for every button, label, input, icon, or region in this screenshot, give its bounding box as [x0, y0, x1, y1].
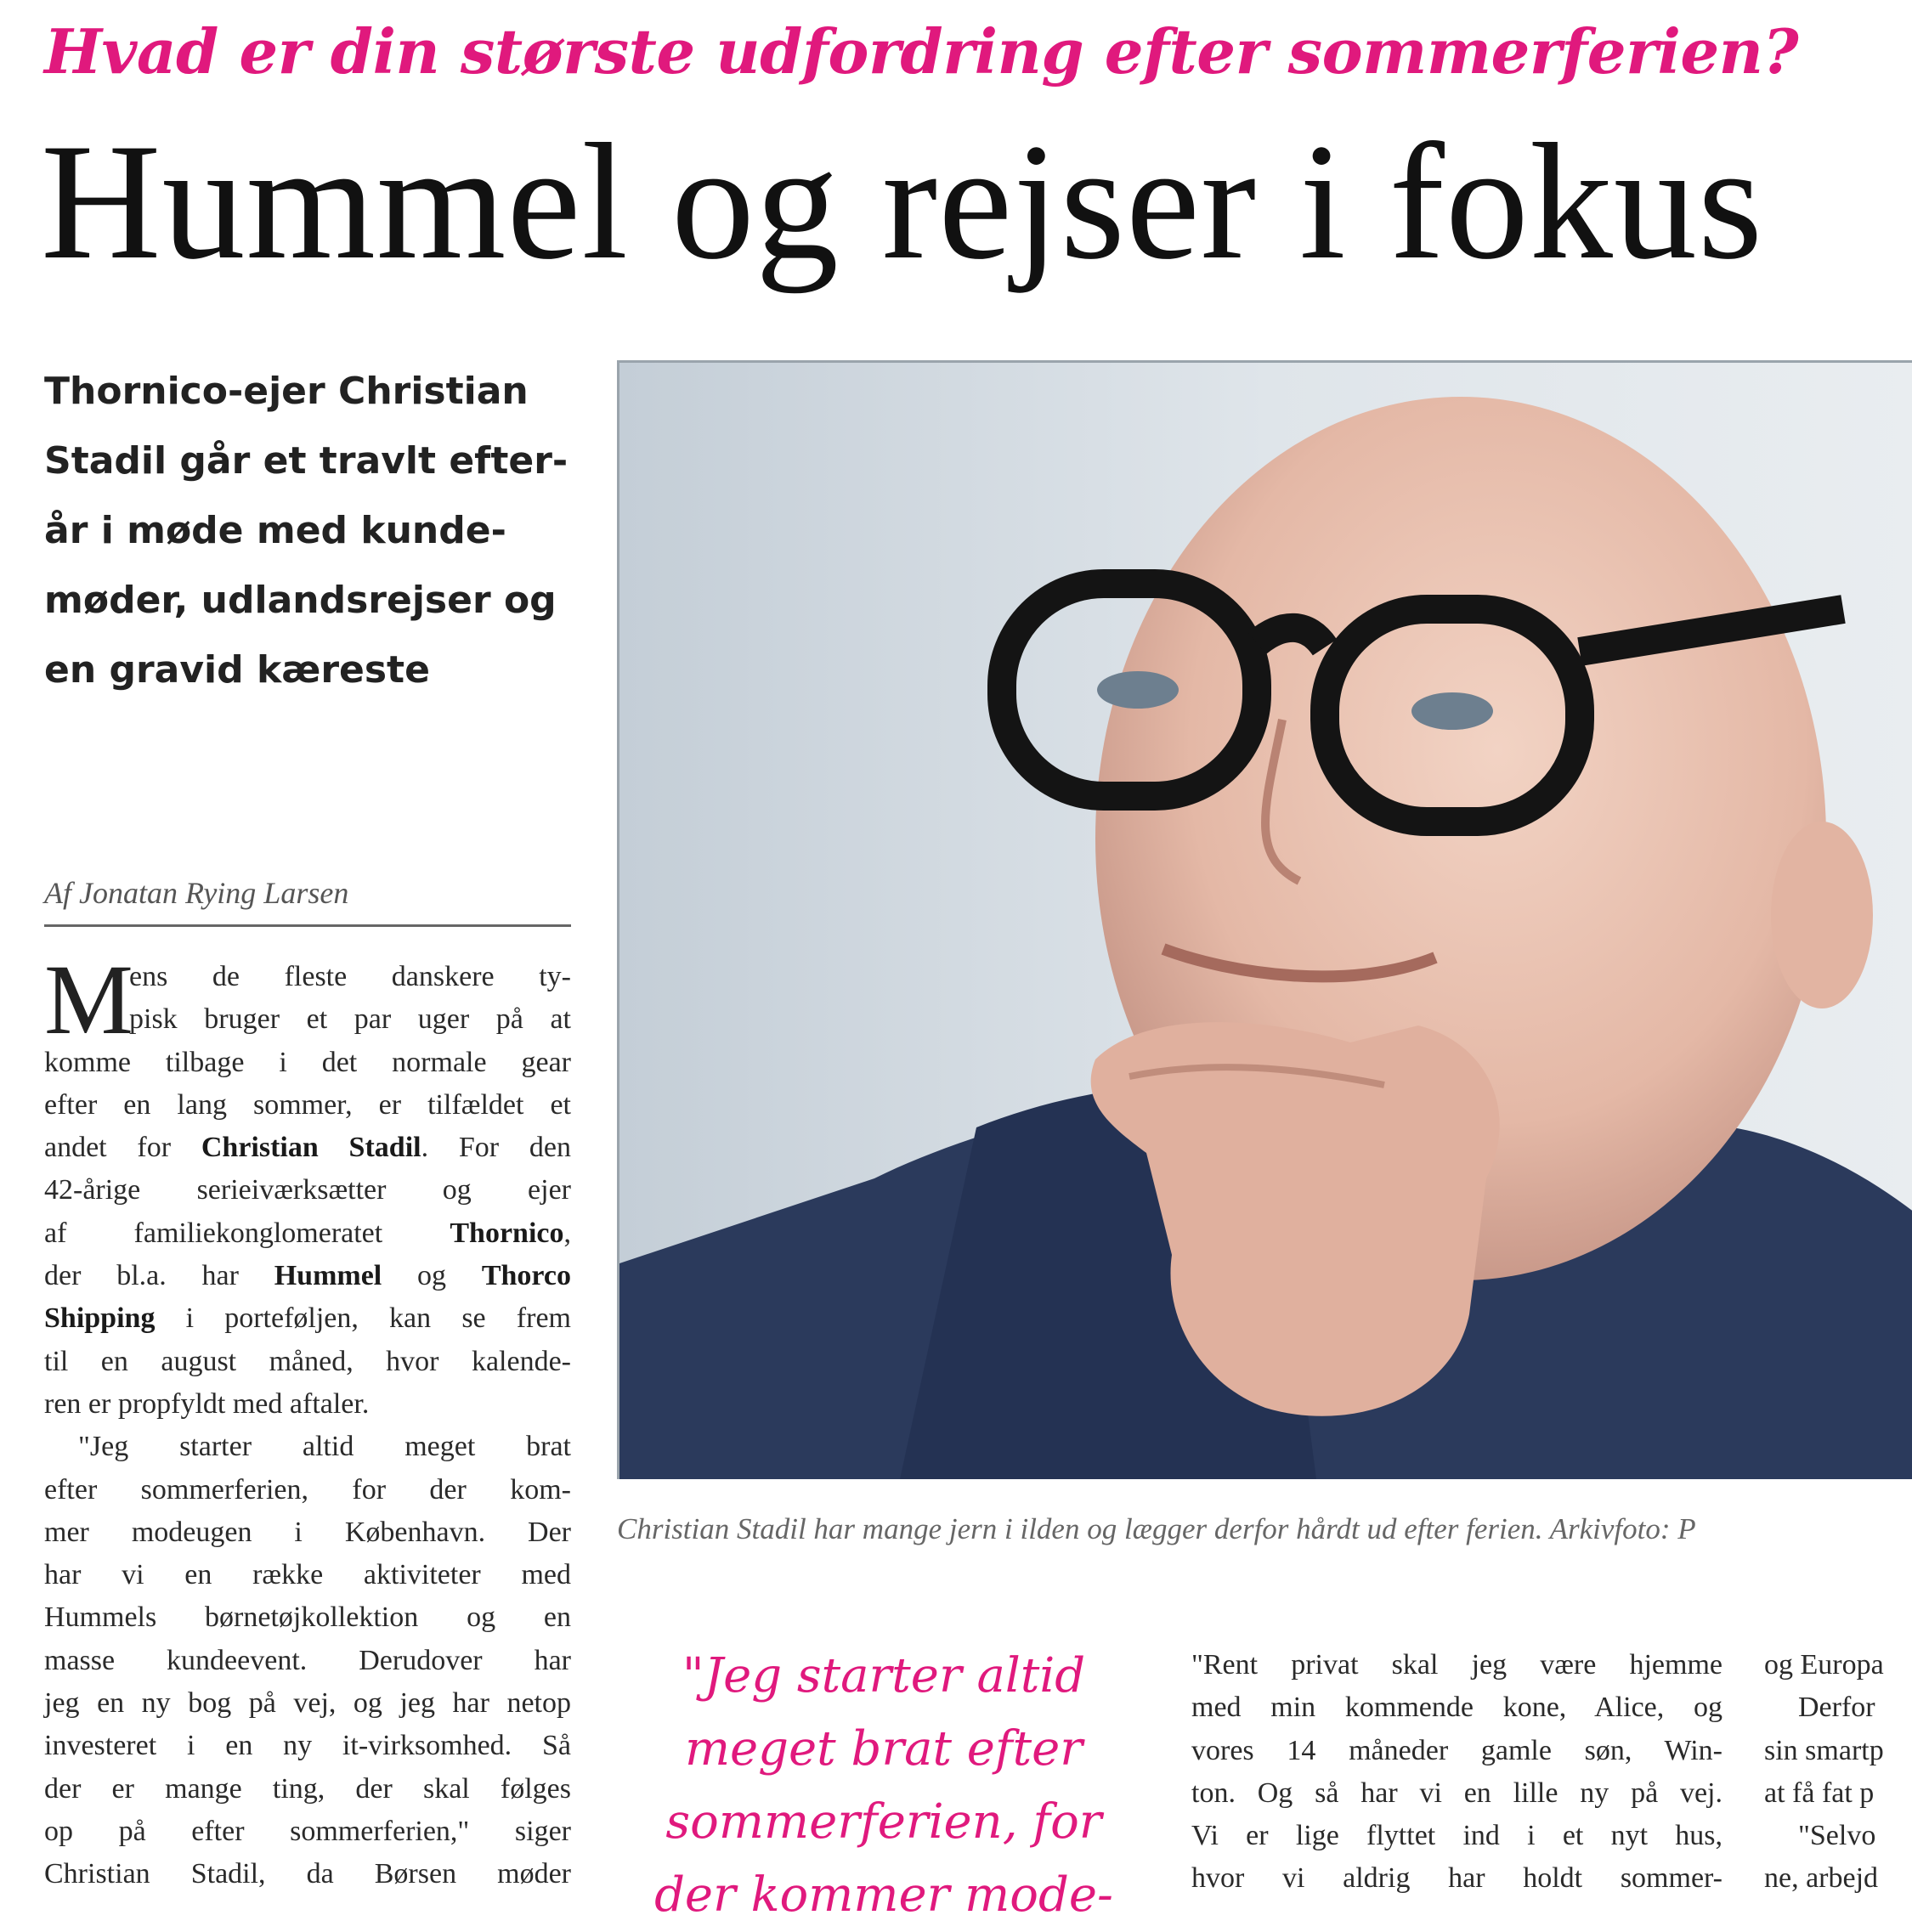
body-line: Shipping i porteføljen, kan se frem: [44, 1302, 571, 1335]
pull-quote-line: meget brat efter: [684, 1721, 1083, 1777]
body-line: med min kommende kone, Alice, og: [1191, 1692, 1722, 1724]
article-body-column-2: [1191, 1644, 1722, 1901]
lead-line: Stadil går et travlt efter-: [44, 439, 569, 483]
body-line: har vi en række aktiviteter med: [44, 1559, 571, 1591]
person-name: Christian Stadil: [201, 1132, 421, 1164]
body-line: der bl.a. har Hummel og Thorco: [44, 1260, 571, 1292]
body-line: til en august måned, hvor kalende-: [44, 1345, 571, 1377]
lead-line: møder, udlandsrejser og: [44, 579, 557, 622]
body-line: Derfor: [1798, 1692, 1875, 1724]
byline-divider: [44, 924, 571, 927]
body-line: ren er propfyldt med aftaler.: [44, 1387, 370, 1420]
body-line: jeg en ny bog på vej, og jeg har netop: [44, 1687, 571, 1720]
body-line: af familiekonglomeratet Thornico,: [44, 1217, 571, 1249]
body-line: der er mange ting, der skal følges: [44, 1772, 571, 1805]
body-line: hvor vi aldrig har holdt sommer-: [1191, 1862, 1722, 1895]
company-name: Hummel: [274, 1260, 382, 1292]
lead-line: en gravid kæreste: [44, 648, 430, 692]
pull-quote-line: sommerferien, for: [665, 1794, 1102, 1850]
body-line: sin smartp: [1764, 1734, 1884, 1766]
company-name: Thornico: [450, 1217, 564, 1249]
body-line: masse kundeevent. Derudover har: [44, 1644, 571, 1676]
body-line: Vi er lige flyttet ind i et nyt hus,: [1191, 1820, 1722, 1852]
body-line: investeret i en ny it-virksomhed. Så: [44, 1730, 571, 1762]
lead-line: år i møde med kunde-: [44, 509, 506, 552]
company-name: Shipping: [44, 1302, 156, 1335]
body-line: at få fat p: [1764, 1777, 1875, 1809]
body-line: vores 14 måneder gamle søn, Win-: [1191, 1734, 1722, 1766]
body-line: ne, arbejd: [1764, 1862, 1879, 1895]
article-headline: Hummel og rejser i fokus: [41, 110, 1764, 294]
body-line: efter en lang sommer, er tilfældet et: [44, 1088, 571, 1121]
article-body-column-3: [1764, 1644, 1912, 1901]
body-line: "Jeg starter altid meget brat: [78, 1431, 571, 1463]
company-name: Thorco: [481, 1260, 571, 1292]
portrait-photo: [617, 360, 1912, 1479]
pull-quote: [646, 1640, 1122, 1932]
body-line: Hummels børnetøjkollektion og en: [44, 1602, 571, 1634]
body-line: op på efter sommerferien," siger: [44, 1815, 571, 1847]
body-line: andet for Christian Stadil. For den: [44, 1132, 571, 1164]
body-line: komme tilbage i det normale gear: [44, 1046, 571, 1078]
body-line: og Europa: [1764, 1649, 1884, 1681]
body-line: "Rent privat skal jeg være hjemme: [1191, 1649, 1722, 1681]
body-line: Christian Stadil, da Børsen møder: [44, 1858, 571, 1890]
photo-caption: Christian Stadil har mange jern i ilden og lægger derfor hårdt ud efter ferien. Arkivfoto: P: [617, 1512, 1696, 1545]
article-lead: [44, 357, 597, 705]
drop-cap: M: [44, 944, 133, 1055]
body-line: 42-årige serieiværksætter og ejer: [44, 1174, 571, 1206]
body-line: pisk bruger et par uger på at: [129, 1003, 571, 1036]
lead-line: Thornico-ejer Christian: [44, 370, 529, 413]
pull-quote-line: der kommer mode-: [654, 1867, 1113, 1923]
byline: Af Jonatan Rying Larsen: [44, 876, 349, 910]
body-line: ens de fleste danskere ty-: [129, 961, 571, 992]
body-line: ton. Og så har vi en lille ny på vej.: [1191, 1777, 1722, 1809]
pull-quote-line: "Jeg starter altid: [682, 1648, 1086, 1703]
body-line: mer modeugen i København. Der: [44, 1516, 571, 1548]
article-body-column-1: [44, 956, 571, 1896]
article-kicker: Hvad er din største udfordring efter sommerferien?: [44, 15, 1799, 88]
portrait-illustration: [619, 363, 1912, 1479]
body-line: efter sommerferien, for der kom-: [44, 1473, 571, 1505]
body-line: "Selvo: [1798, 1820, 1876, 1852]
